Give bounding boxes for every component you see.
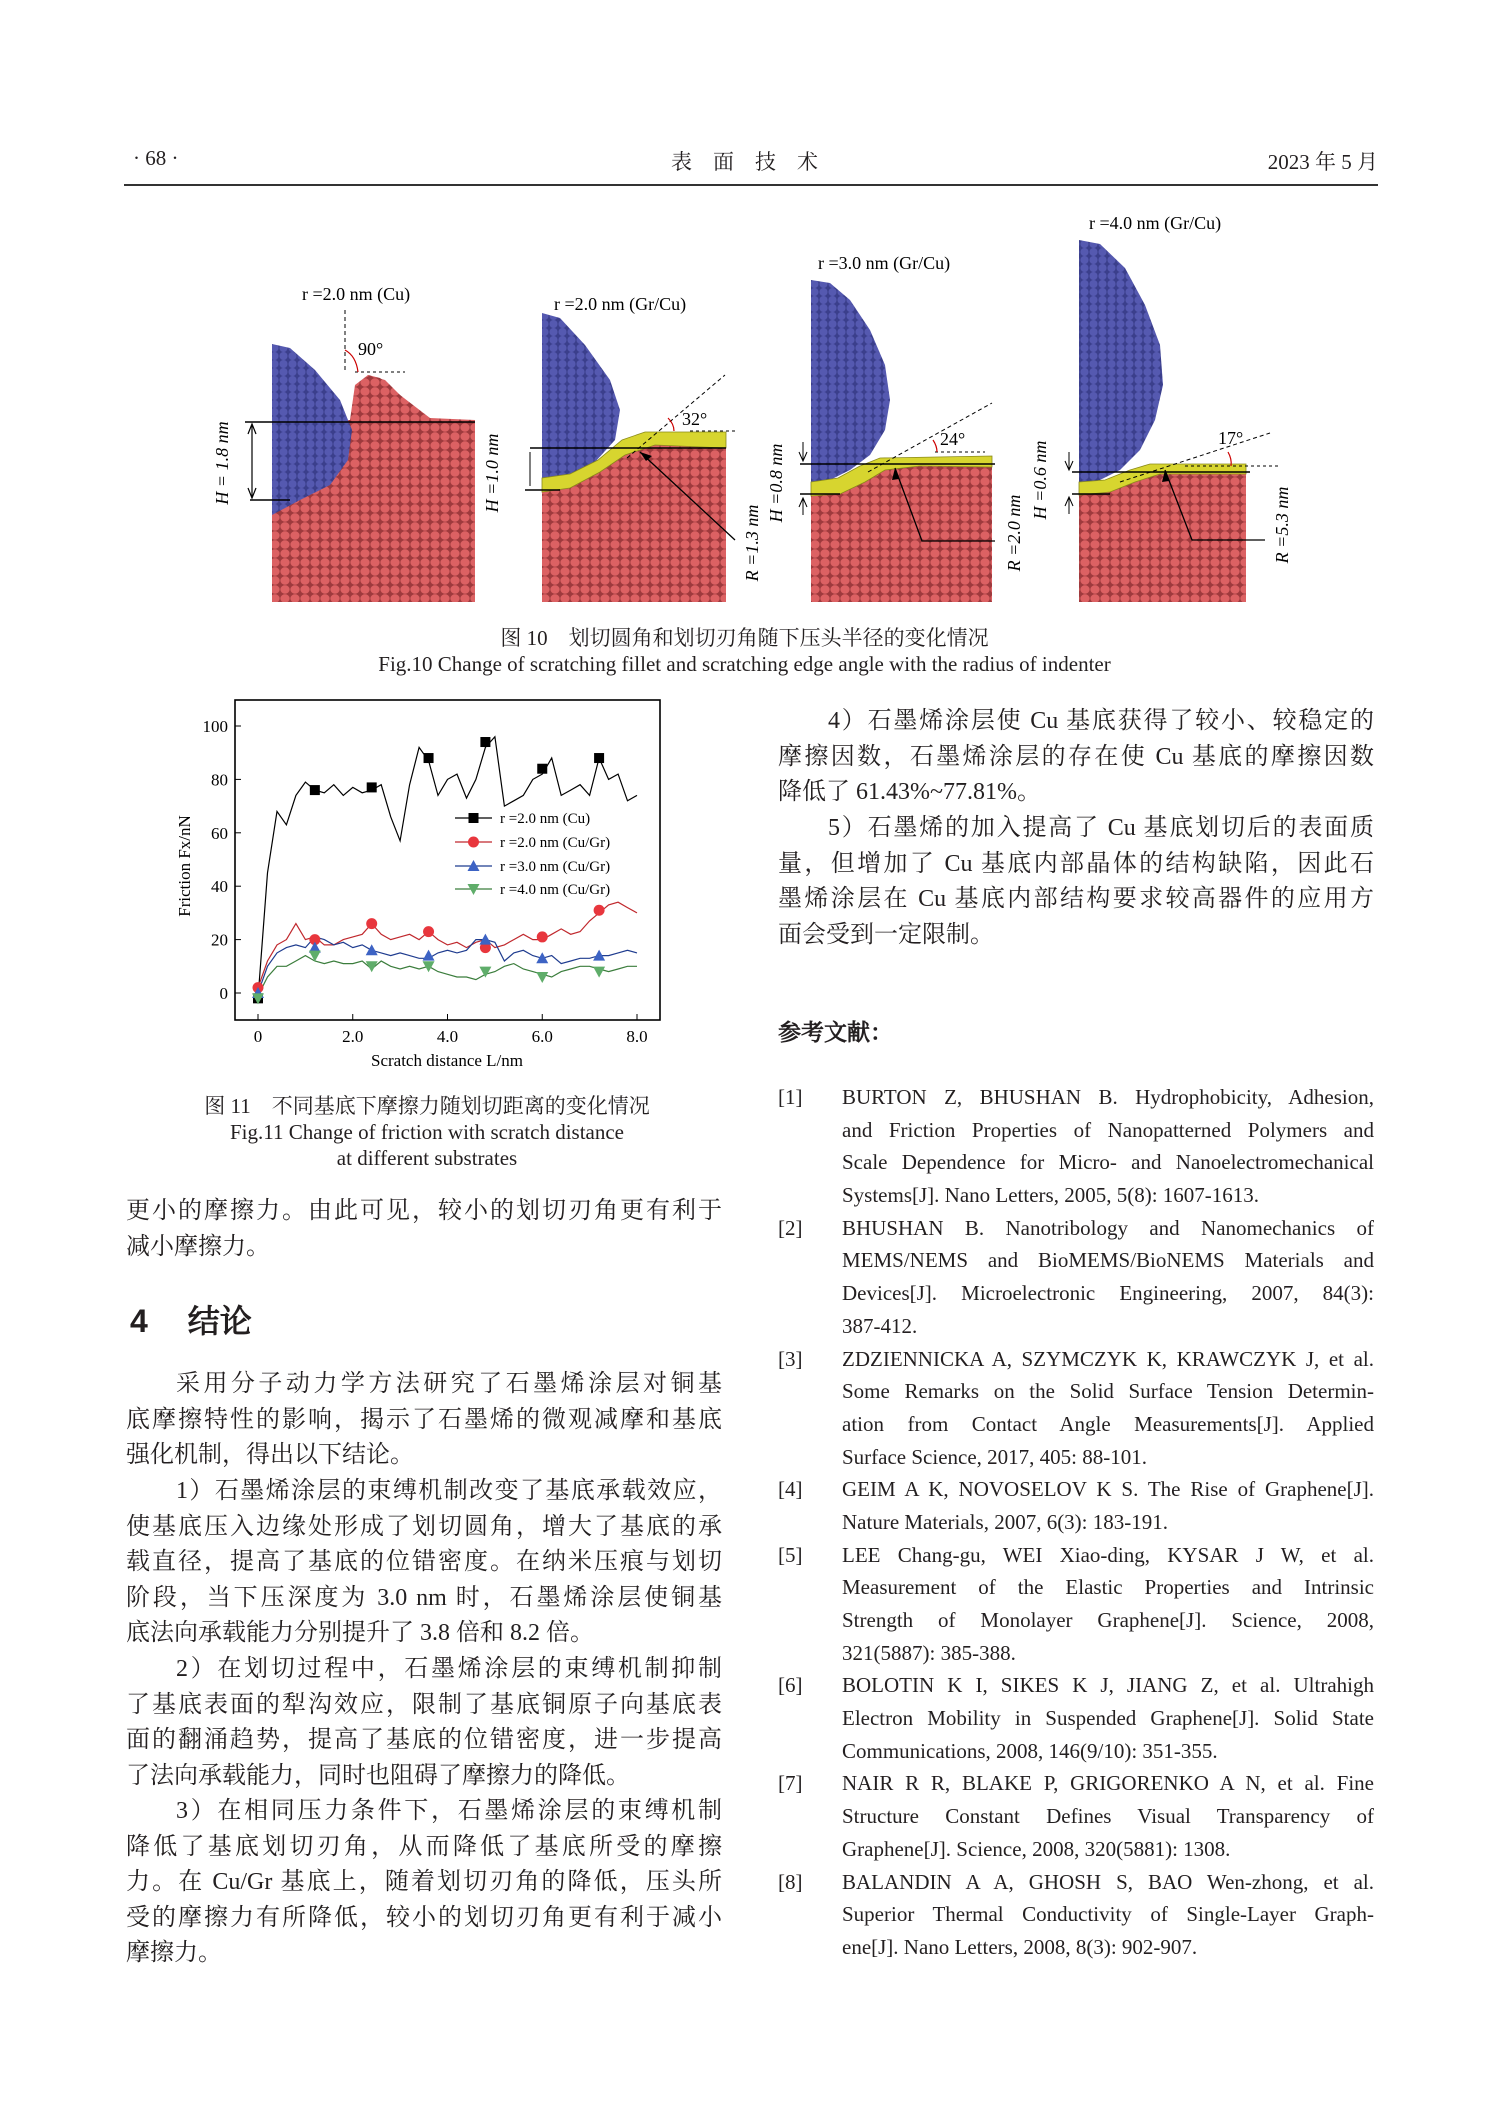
panel-grcu-r3 [766, 253, 1024, 602]
data-point-3 [593, 967, 605, 978]
text-line: 面的翻涌趋势，提高了基底的位错密度，进一步提高 [126, 1727, 722, 1754]
reference-line: ZDZIENNICKA A, SZYMCZYK K, KRAWCZYK J, et al. [842, 1346, 1374, 1371]
y-tick-label: 80 [211, 770, 228, 790]
text-line: 使基底压入边缘处形成了划切圆角，增大了基底的承 [126, 1513, 722, 1540]
x-tick-label: 8.0 [626, 1027, 648, 1046]
reference-line: Systems[J]. Nano Letters, 2005, 5(8): 1607-1613. [842, 1183, 1260, 1208]
text-line: 更小的摩擦力。由此可见，较小的划切刃角更有利于 [126, 1198, 722, 1224]
figure-11-caption-en-2: at different substrates [336, 1146, 518, 1170]
text-line: 面会受到一定限制。 [778, 921, 994, 948]
r-label: R =2.0 nm [1004, 494, 1024, 572]
data-point-2 [366, 944, 378, 955]
reference-number: [2] [778, 1215, 803, 1240]
reference-number: [1] [778, 1085, 803, 1109]
data-point-3 [366, 961, 378, 972]
panel-grcu-r4 [1030, 213, 1292, 602]
reference-line: NAIR R R, BLAKE P, GRIGORENKO A N, et al. Fine [842, 1771, 1374, 1796]
panel-title: r =3.0 nm (Gr/Cu) [818, 253, 951, 273]
y-axis-label: Friction Fx/nN [175, 815, 194, 917]
conclusion-5 [778, 811, 1374, 953]
figure-10-caption-cn: 图 10 划切圆角和划切刃角随下压头半径的变化情况 [500, 626, 989, 650]
text-line: 墨烯涂层在 Cu 基底内部结构要求较高器件的应用方 [778, 886, 1374, 913]
reference-number: [8] [778, 1869, 803, 1894]
y-tick-label: 100 [202, 717, 228, 736]
text-line: 力。在 Cu/Gr 基底上，随着划切刃角的降低，压头所 [126, 1869, 722, 1896]
reference-line: BOLOTIN K I, SIKES K J, JIANG Z, et al. Ultrahigh [842, 1673, 1374, 1698]
y-tick-label: 60 [211, 823, 228, 843]
reference-line: Surface Science, 2017, 405: 88-101. [842, 1444, 1148, 1469]
section-number: 4 [130, 1303, 148, 1339]
reference-line: Strength of Monolayer Graphene[J]. Science, 2008, [842, 1608, 1374, 1632]
reference-item [778, 1343, 1374, 1474]
text-line: 底摩擦特性的影响，揭示了石墨烯的微观减摩和基底 [126, 1406, 722, 1433]
reference-line: BALANDIN A A, GHOSH S, BAO Wen-zhong, et al. [842, 1869, 1374, 1894]
reference-number: [5] [778, 1542, 803, 1567]
issue-date: 2023 年 5 月 [1267, 150, 1378, 174]
legend-label: r =2.0 nm (Cu) [500, 811, 591, 827]
reference-line: ene[J]. Nano Letters, 2008, 8(3): 902-907. [842, 1934, 1198, 1959]
journal-title: 表 面 技 术 [671, 150, 818, 174]
references-list [778, 1081, 1374, 1964]
legend-label: r =3.0 nm (Cu/Gr) [500, 859, 611, 875]
conclusion-4 [778, 704, 1374, 811]
legend-label: r =2.0 nm (Cu/Gr) [500, 835, 611, 851]
reference-line: Devices[J]. Microelectronic Engineering, 2007, 84(3): [842, 1281, 1374, 1306]
section-heading [130, 1296, 252, 1342]
panel-title: r =2.0 nm (Gr/Cu) [554, 294, 687, 314]
reference-item [778, 1212, 1374, 1343]
h-label: H =0.6 nm [1030, 440, 1050, 520]
h-label: H =1.0 nm [482, 433, 502, 513]
x-axis-label: Scratch distance L/nm [370, 1051, 524, 1070]
paragraph [126, 1367, 722, 1474]
reference-line: BHUSHAN B. Nanotribology and Nanomechanics of [842, 1215, 1374, 1240]
data-point-1 [537, 931, 548, 942]
text-line: 4）石墨烯涂层使 Cu 基底获得了较小、较稳定的 [828, 708, 1374, 734]
text-line: 摩擦因数，石墨烯涂层的存在使 Cu 基底的摩擦因数 [778, 743, 1374, 770]
reference-item [778, 1473, 1374, 1538]
conclusion-3 [126, 1794, 722, 1972]
y-tick-label: 20 [211, 930, 228, 950]
data-point-2 [423, 950, 435, 961]
legend-marker [469, 813, 479, 823]
angle-label: 32° [682, 409, 708, 429]
figure-11-chart [160, 690, 700, 1090]
text-line: 减小摩擦力。 [126, 1233, 270, 1260]
reference-number: [3] [778, 1346, 803, 1371]
figure-10 [0, 200, 1489, 620]
panel-grcu-r2 [482, 294, 762, 602]
text-line: 摩擦力。 [126, 1940, 222, 1967]
reference-line: Measurement of the Elastic Properties and Intrinsic [842, 1575, 1374, 1600]
reference-line: Electron Mobility in Suspended Graphene[J]. Solid State [842, 1706, 1374, 1731]
x-tick-label: 6.0 [531, 1027, 553, 1046]
text-line: 1）石墨烯涂层的束缚机制改变了基底承载效应， [176, 1478, 722, 1504]
reference-line: Superior Thermal Conductivity of Single-Layer Graph- [842, 1902, 1374, 1927]
reference-item [778, 1866, 1374, 1964]
reference-line: 387-412. [842, 1313, 918, 1338]
paragraph [126, 1194, 722, 1265]
x-tick-label: 0 [253, 1027, 263, 1046]
text-line: 载直径，提高了基底的位错密度。在纳米压痕与划切 [126, 1549, 722, 1576]
reference-line: Structure Constant Defines Visual Transparency of [842, 1804, 1374, 1829]
data-point-3 [309, 951, 321, 962]
data-point-1 [423, 926, 434, 937]
reference-line: GEIM A K, NOVOSELOV K S. The Rise of Graphene[J]. [842, 1477, 1374, 1502]
references-heading: 参考文献： [778, 1019, 893, 1045]
r-label: R =1.3 nm [742, 504, 762, 582]
text-line: 了基底表面的犁沟效应，限制了基底铜原子向基底表 [126, 1691, 722, 1718]
panel-title: r =4.0 nm (Gr/Cu) [1089, 213, 1222, 233]
reference-line: Communications, 2008, 146(9/10): 351-355. [842, 1738, 1218, 1763]
data-point-0 [480, 737, 490, 747]
panel-cu-r2 [212, 284, 475, 602]
text-line: 2）在划切过程中，石墨烯涂层的束缚机制抑制 [176, 1656, 722, 1682]
data-point-0 [594, 753, 604, 763]
figure-10-caption-en: Fig.10 Change of scratching fillet and scratching edge angle with the radius of indenter [378, 652, 1111, 676]
data-point-1 [366, 918, 377, 929]
text-line: 量，但增加了 Cu 基底内部晶体的结构缺陷，因此石 [778, 850, 1374, 877]
text-line: 采用分子动力学方法研究了石墨烯涂层对铜基 [176, 1371, 722, 1397]
text-line: 3）在相同压力条件下，石墨烯涂层的束缚机制 [176, 1798, 722, 1824]
conclusion-1 [126, 1474, 722, 1652]
figure-11-caption-cn: 图 11 不同基底下摩擦力随划切距离的变化情况 [204, 1094, 650, 1118]
data-point-3 [423, 961, 435, 972]
text-line: 降低了 61.43%~77.81%。 [778, 779, 1041, 806]
reference-line: ation from Contact Angle Measurements[J]. Applied [842, 1411, 1374, 1436]
data-point-0 [424, 753, 434, 763]
indenter-atoms [1079, 240, 1163, 485]
reference-item [778, 1767, 1374, 1865]
data-point-0 [310, 785, 320, 795]
y-tick-label: 0 [219, 984, 228, 1003]
reference-line: LEE Chang-gu, WEI Xiao-ding, KYSAR J W, et al. [842, 1542, 1374, 1567]
y-tick-label: 40 [211, 877, 228, 897]
r-label: R =5.3 nm [1272, 486, 1292, 564]
reference-item [778, 1539, 1374, 1670]
legend-marker [468, 837, 479, 848]
reference-number: [4] [778, 1477, 803, 1502]
reference-number: [6] [778, 1673, 803, 1698]
reference-line: Nature Materials, 2007, 6(3): 183-191. [842, 1509, 1169, 1534]
data-point-1 [594, 905, 605, 916]
figure-11-caption-en-1: Fig.11 Change of friction with scratch distance [229, 1120, 625, 1144]
reference-item [778, 1669, 1374, 1767]
reference-line: 321(5887): 385-388. [842, 1640, 1016, 1665]
legend-label: r =4.0 nm (Cu/Gr) [500, 882, 611, 898]
x-tick-label: 4.0 [436, 1027, 459, 1046]
text-line: 了法向承载能力，同时也阻碍了摩擦力的降低。 [126, 1762, 630, 1789]
reference-line: MEMS/NEMS and BioMEMS/BioNEMS Materials and [842, 1248, 1374, 1273]
text-line: 5）石墨烯的加入提高了 Cu 基底划切后的表面质 [828, 815, 1374, 841]
x-tick-label: 2.0 [342, 1027, 364, 1046]
h-label: H = 1.8 nm [212, 421, 232, 505]
text-line: 阶段，当下压深度为 3.0 nm 时，石墨烯涂层使铜基 [126, 1584, 722, 1611]
angle-label: 17° [1218, 428, 1244, 448]
data-point-3 [536, 972, 548, 983]
text-line: 强化机制，得出以下结论。 [126, 1442, 414, 1469]
text-line: 受的摩擦力有所降低，较小的划切刃角更有利于减小 [126, 1904, 722, 1931]
reference-line: and Friction Properties of Nanopatterned Polymers and [842, 1117, 1374, 1142]
conclusion-2 [126, 1652, 722, 1794]
section-title: 结论 [187, 1303, 252, 1339]
reference-line: Some Remarks on the Solid Surface Tension Determin- [842, 1379, 1374, 1404]
angle-label: 90° [358, 339, 384, 359]
reference-number: [7] [778, 1771, 803, 1796]
reference-line: Graphene[J]. Science, 2008, 320(5881): 1308. [842, 1836, 1231, 1861]
reference-line: BURTON Z, BHUSHAN B. Hydrophobicity, Adhesion, [842, 1085, 1374, 1109]
data-point-0 [367, 782, 377, 792]
h-label: H =0.8 nm [766, 443, 786, 523]
text-line: 降低了基底划切刃角，从而降低了基底所受的摩擦 [126, 1833, 722, 1860]
panel-title: r =2.0 nm (Cu) [302, 284, 411, 304]
page-number: · 68 · [133, 146, 179, 170]
angle-label: 24° [940, 429, 966, 449]
data-point-2 [536, 952, 548, 963]
text-line: 底法向承载能力分别提升了 3.8 倍和 8.2 倍。 [126, 1620, 594, 1647]
reference-line: Scale Dependence for Micro- and Nanoelectromechanical [842, 1150, 1374, 1175]
header-rule [124, 184, 1378, 186]
data-point-0 [537, 764, 547, 774]
indenter-atoms [811, 280, 890, 484]
reference-item [778, 1081, 1374, 1212]
